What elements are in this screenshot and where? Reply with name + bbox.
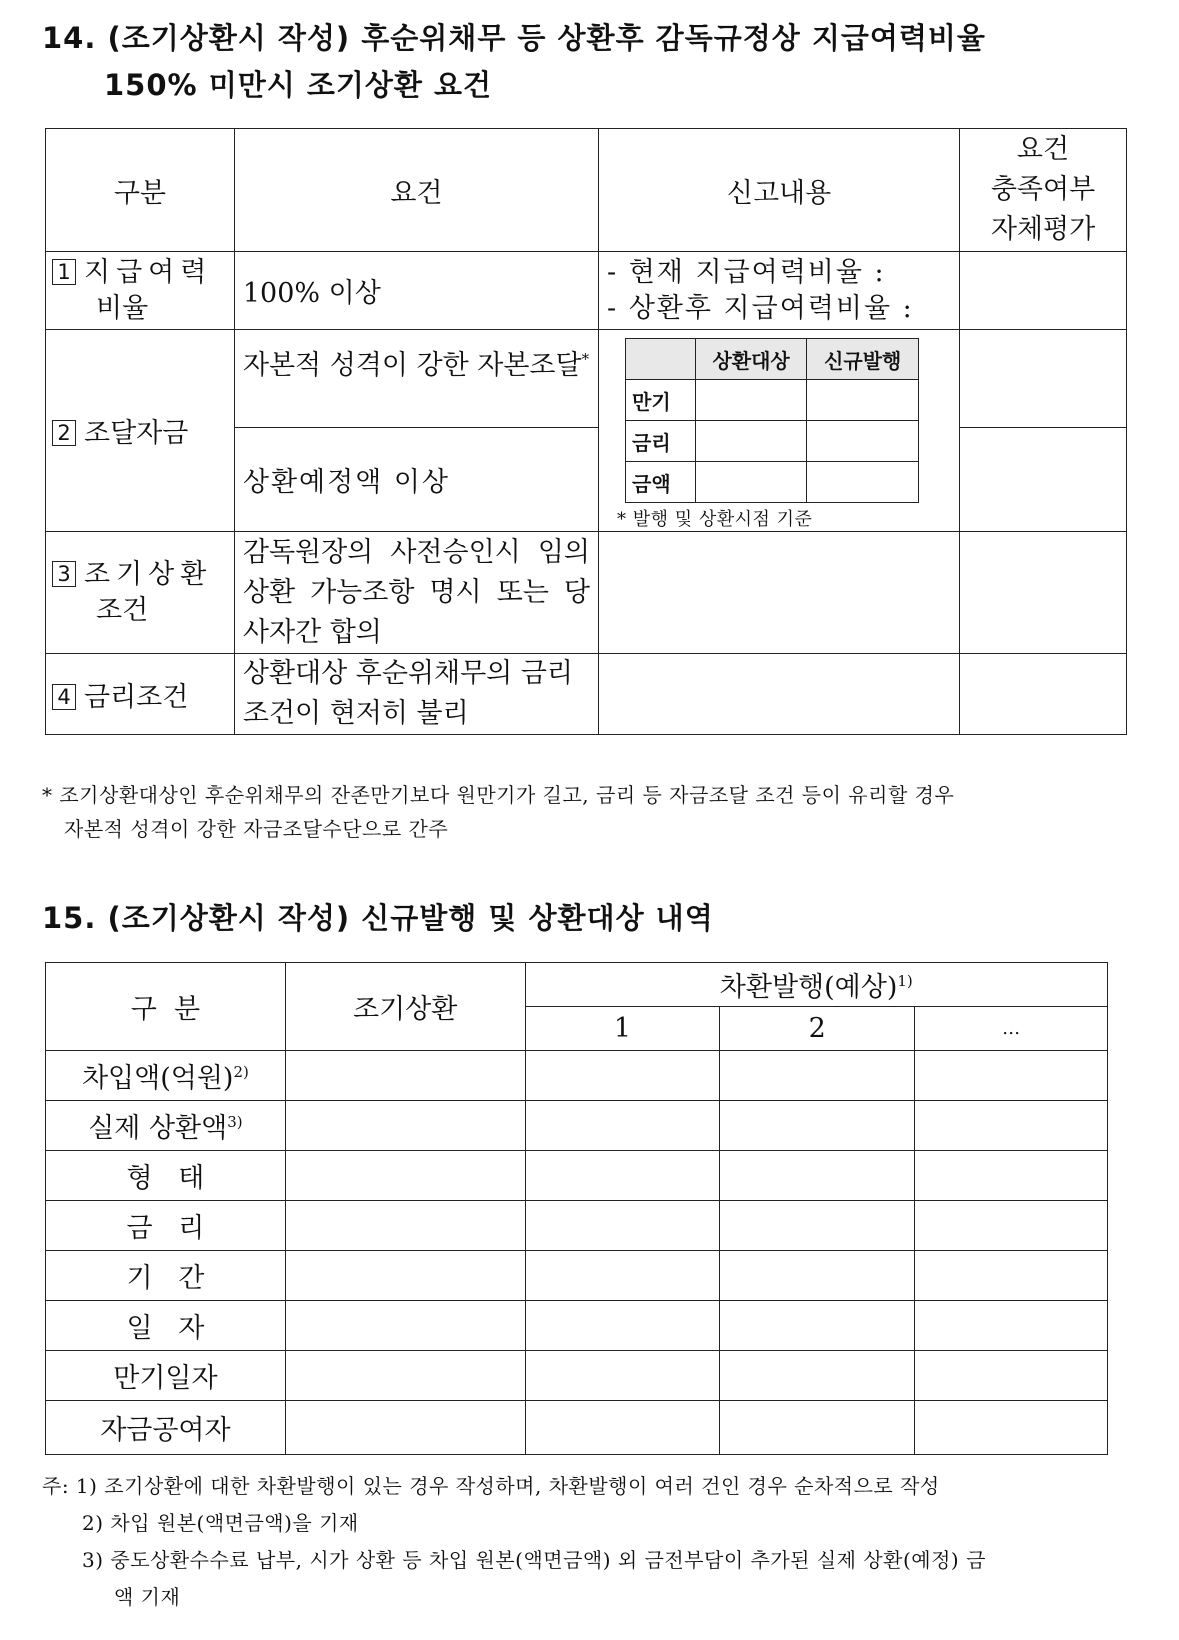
sub-header-2: 2 <box>720 1007 915 1051</box>
header-requirement: 요건 <box>234 129 598 252</box>
row-4-requirement: 상환대상 후순위채무의 금리조건이 현저히 불리 <box>234 654 598 735</box>
section-15-title: 15. (조기상환시 작성) 신규발행 및 상환대상 내역 <box>42 901 714 935</box>
row-2-assessment-b <box>960 428 1127 532</box>
row-label: 기 간 <box>46 1251 286 1301</box>
row-label: 형 태 <box>46 1151 286 1201</box>
row-4-assessment <box>960 654 1127 735</box>
funding-detail-table <box>625 338 919 503</box>
row-3-report <box>599 532 960 654</box>
inner-row-amount: 금액 <box>626 462 696 503</box>
section-14-footnote: * 조기상환대상인 후순위채무의 잔존만기보다 원만기가 길고, 금리 등 자금조달 조건 등이 유리할 경우 자본적 성격이 강한 자금조달수단으로 간주 <box>42 783 955 841</box>
row-label: 만기일자 <box>46 1351 286 1401</box>
row-1-label: 1 지급여력 비율 <box>46 252 235 330</box>
number-box: 4 <box>52 684 76 710</box>
row-4-report <box>599 654 960 735</box>
header-early-redemption: 조기상환 <box>285 963 525 1051</box>
row-label: 차입액(억원)$^{2)}$ <box>46 1051 286 1101</box>
row-1-assessment <box>960 252 1127 330</box>
row-label: 실제 상환액$^{3)}$ <box>46 1101 286 1151</box>
row-2-report <box>599 330 960 532</box>
header-self-assessment: 요건 충족여부 자체평가 <box>960 129 1127 252</box>
number-box: 2 <box>52 420 76 446</box>
row-2-assessment-a <box>960 330 1127 428</box>
header-category: 구분 <box>46 129 235 252</box>
header-division: 구 분 <box>46 963 286 1051</box>
number-box: 3 <box>52 561 76 587</box>
row-1-report: - 현재 지급여력비율 : - 상환후 지급여력비율 : <box>599 252 960 330</box>
sub-header-1: 1 <box>525 1007 720 1051</box>
section-14-title: 14. (조기상환시 작성) 후순위채무 등 상환후 감독규정상 지급여력비율 150% 미만시 조기상환 요건 <box>42 21 986 102</box>
row-1-requirement: 100% 이상 <box>234 252 598 330</box>
issuance-table <box>45 962 1108 1455</box>
row-2-requirement-a: 자본적 성격이 강한 자본조달* <box>234 330 598 428</box>
sub-header-more: … <box>915 1007 1108 1051</box>
row-2-label: 2 조달자금 <box>46 330 235 532</box>
number-box: 1 <box>52 259 76 285</box>
row-3-assessment <box>960 532 1127 654</box>
row-3-label: 3 조기상환 조건 <box>46 532 235 654</box>
row-4-label: 4 금리조건 <box>46 654 235 735</box>
inner-row-maturity: 만기 <box>626 380 696 421</box>
header-report: 신고내용 <box>599 129 960 252</box>
header-refinancing: 차환발행(예상)$^{1)}$ <box>525 963 1107 1007</box>
inner-header-redemption: 상환대상 <box>695 339 807 380</box>
row-3-requirement: 감독원장의 사전승인시 임의상환 가능조항 명시 또는 당사자간 합의 <box>234 532 598 654</box>
row-2-requirement-b: 상환예정액 이상 <box>234 428 598 532</box>
row-label: 일 자 <box>46 1301 286 1351</box>
row-label: 자금공여자 <box>46 1401 286 1455</box>
requirements-table <box>45 128 1127 735</box>
inner-header-new-issue: 신규발행 <box>807 339 919 380</box>
inner-table-note: * 발행 및 상환시점 기준 <box>617 509 813 530</box>
section-15-notes: 주: 1) 조기상환에 대한 차환발행이 있는 경우 작성하며, 차환발행이 여러 건인 경우 순차적으로 작성 2) 차입 원본(액면금액)을 기재 3) 중도상환수수료 납부, 시가 상환 등 차입 원본(액면금액) 외 금전부담이 추가된 실제 상환(예정) 금 액 기재 <box>42 1474 986 1609</box>
inner-row-rate: 금리 <box>626 421 696 462</box>
row-label: 금 리 <box>46 1201 286 1251</box>
